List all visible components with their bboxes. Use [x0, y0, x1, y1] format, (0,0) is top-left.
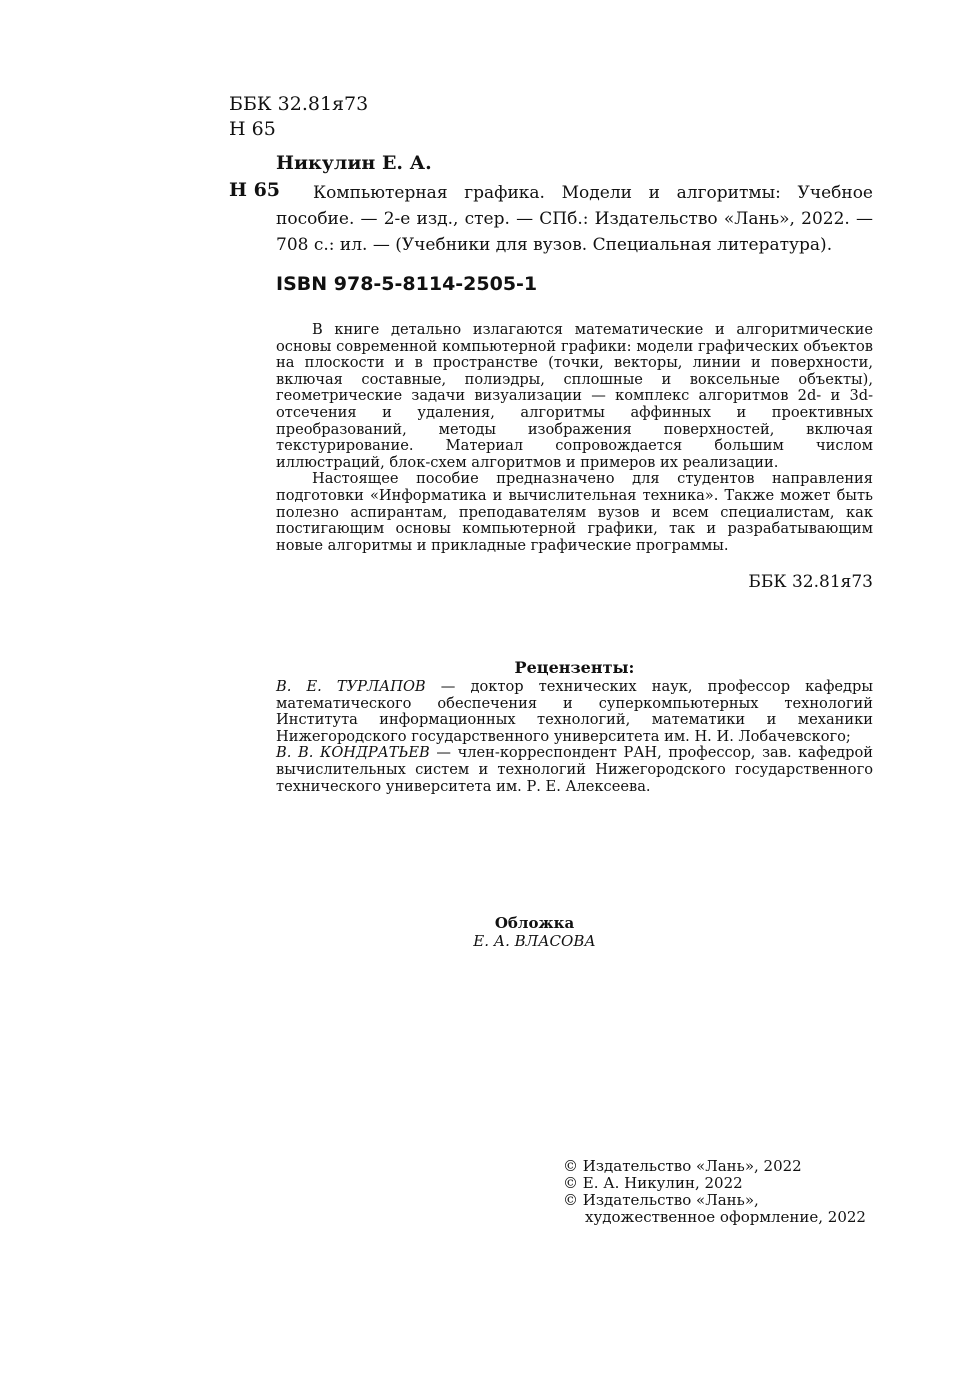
- reviewer-entry: [276, 679, 873, 745]
- copyright-line: © Издательство «Лань»,: [563, 1191, 759, 1209]
- copyright-block: [563, 1158, 866, 1226]
- reviewers-heading: Рецензенты:: [514, 658, 635, 677]
- reviewer-name: В. Е. ТУРЛАПОВ: [276, 678, 426, 695]
- classification-block: [229, 92, 368, 142]
- reviewer-description: — доктор технических наук, профессор кафедры математического обеспечения и суперкомпьютерных технологий Института информационных технологий, математики и механики Нижегородского государственного университета им. Н. И. Лобачевского;: [276, 678, 873, 745]
- cover-artist: Е. А. ВЛАСОВА: [473, 932, 596, 950]
- reviewer-name: В. В. КОНДРАТЬЕВ: [276, 744, 430, 762]
- reviewer-description: — член-корреспондент РАН, профессор, зав. кафедрой вычислительных систем и технологий Нижегородского государственного технического университета им. Р. Е. Алексеева.: [276, 744, 873, 795]
- cover-credit: [276, 914, 793, 950]
- bibliographic-description: Компьютерная графика. Модели и алгоритмы: Учебное пособие. — 2-е изд., стер. — СПб.: Издательство «Лань», 2022. — 708 с.: ил. — (Учебники для вузов. Специальная литература).: [276, 183, 873, 255]
- copyright-line: © Издательство «Лань», 2022: [563, 1157, 802, 1175]
- isbn: ISBN 978-5-8114-2505-1: [276, 273, 538, 295]
- bbk-code-right: ББК 32.81я73: [748, 572, 873, 592]
- copyright-line: художественное оформление, 2022: [585, 1208, 866, 1226]
- abstract: [276, 322, 873, 554]
- author-mark: Н 65: [229, 118, 276, 140]
- reviewer-entry: [276, 745, 873, 795]
- copyright-line: © Е. А. Никулин, 2022: [563, 1174, 743, 1192]
- abstract-paragraph: Настоящее пособие предназначено для студентов направления подготовки «Информатика и вычислительная техника». Также может быть полезно аспирантам, преподавателям вузов и всем специалистам, как постигающим основы компьютерной графики, так и разрабатывающим новые алгоритмы и прикладные графические программы.: [276, 470, 873, 554]
- bbk-code: ББК 32.81я73: [229, 93, 369, 115]
- index-label: Н 65: [229, 179, 281, 201]
- author-name: Никулин Е. А.: [276, 152, 432, 174]
- abstract-paragraph: В книге детально излагаются математические и алгоритмические основы современной компьютерной графики: модели графических объектов на плоскости и в пространстве (точки, векторы, линии и поверхности, включая составные, полиэдры, сплошные и воксельные объекты), геометрические задачи визуализации — комплекс алгоритмов 2d- и 3d-отсечения и удаления, алгоритмы аффинных и проективных преобразований, методы изображения поверхностей, включая текстурирование. Материал сопровождается большим числом иллюстраций, блок-схем алгоритмов и примеров их реализации.: [276, 321, 873, 471]
- reviewers-list: [276, 679, 873, 795]
- cover-label: Обложка: [494, 914, 575, 932]
